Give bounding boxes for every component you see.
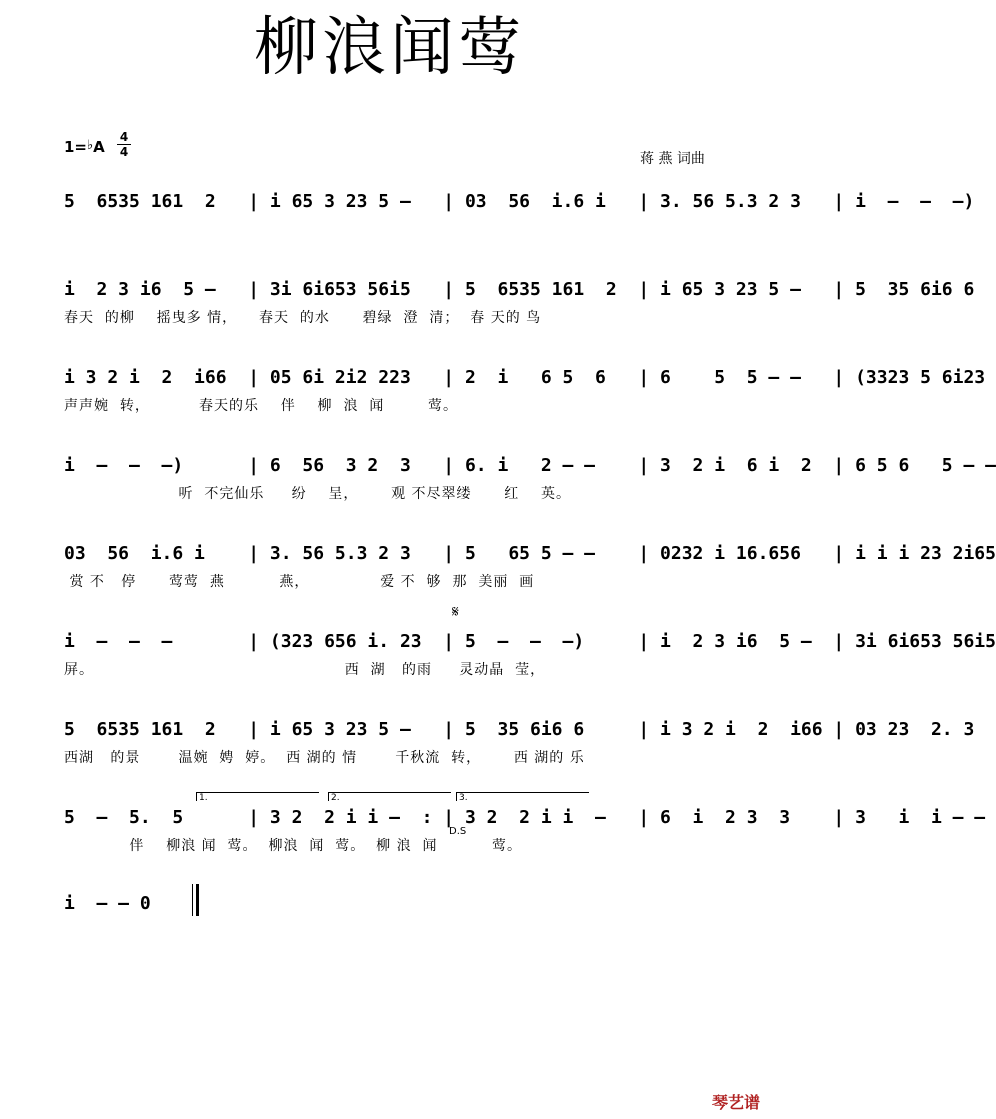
notation-line: 5 6535 161 2 | i 65 3 23 5 – | 5 35 6i6 6 | i 3 2 i 2 i66 | 03 23 2. 3 <box>64 719 975 740</box>
volta-1: 1. <box>196 792 319 801</box>
notation-line: i 2 3 i6 5 – | 3i 6i653 56i5 | 5 6535 161 2 | i 65 3 23 5 – | 5 35 6i6 6 <box>64 279 975 300</box>
lyrics-line: 赏 不 停 莺莺 燕 燕， 爱 不 够 那 美丽 画 <box>64 574 535 590</box>
notation-line: i – – – | (323 656 i. 23 | 5 – – –) | i 2 3 i6 5 – | 3i 6i653 56i5 <box>64 631 996 652</box>
lyrics-line: 听 不完仙乐 纷 呈， 观 不尽翠缕 红 英。 <box>64 486 572 502</box>
score-system-3 <box>64 366 986 414</box>
score-system-1 <box>64 190 975 226</box>
lyrics-line: 西湖 的景 温婉 娉 婷。 西 湖的 情 千秋流 转， 西 湖的 乐 <box>64 750 585 766</box>
dal-segno-mark: D.S <box>449 826 467 837</box>
score-system-4 <box>64 454 996 502</box>
notation-line: i 3 2 i 2 i66 | 05 6i 2i2 223 | 2 i 6 5 6 | 6 5 5 – – | (3323 5 6i23 <box>64 367 986 388</box>
key-note: A <box>93 138 105 156</box>
score-system-7 <box>64 718 975 766</box>
notation-line: 5 – 5. 5 | 3 2 2 i i – : | 3 2 2 i i – | 6 i 2 3 3 | 3 i i – – <box>64 807 986 828</box>
score-system-8 <box>64 806 986 854</box>
time-signature <box>117 130 131 159</box>
notation-line: 03 56 i.6 i | 3. 56 5.3 2 3 | 5 65 5 – – | 0232 i 16.656 | i i i 23 2i65 <box>64 543 996 564</box>
lyrics-line: 屏。 西 湖 的雨 灵动晶 莹， <box>64 662 546 678</box>
flat-icon: ♭ <box>87 138 94 153</box>
key-prefix: 1= <box>64 138 88 156</box>
lyrics-line: 伴 柳浪 闻 莺。 柳浪 闻 莺。 柳 浪 闻 莺。 <box>64 838 523 854</box>
final-barline <box>192 884 193 916</box>
composer-credit: 蒋 燕 词曲 <box>640 151 705 167</box>
final-barline-thick <box>196 884 199 916</box>
final-system <box>64 892 204 922</box>
notation-line: i – – –) | 6 56 3 2 3 | 6. i 2 – – | 3 2 i 6 i 2 | 6 5 6 5 – – <box>64 455 996 476</box>
site-watermark: 琴艺谱 <box>711 1093 760 1112</box>
time-top: 4 <box>119 130 129 144</box>
score-system-5 <box>64 542 996 590</box>
time-bottom: 4 <box>119 145 129 159</box>
segno-icon: 𝄋 <box>452 602 459 621</box>
lyrics-line <box>64 216 726 236</box>
notation-line: i – – 0 <box>64 893 151 914</box>
song-title: 柳浪闻莺 <box>254 11 526 85</box>
key-signature <box>64 138 105 156</box>
score-system-6 <box>64 630 996 678</box>
lyrics-line: 声声婉 转， 春天的乐 伴 柳 浪 闻 莺。 <box>64 398 458 414</box>
notation-line: 5 6535 161 2 | i 65 3 23 5 – | 03 56 i.6 i | 3. 56 5.3 2 3 | i – – –) <box>64 191 975 212</box>
volta-3: 3. <box>456 792 589 801</box>
volta-2: 2. <box>328 792 451 801</box>
score-system-2 <box>64 278 975 326</box>
lyrics-line: 春天 的柳 摇曳多 情， 春天 的水 碧绿 澄 清； 春 天的 鸟 <box>64 310 542 326</box>
